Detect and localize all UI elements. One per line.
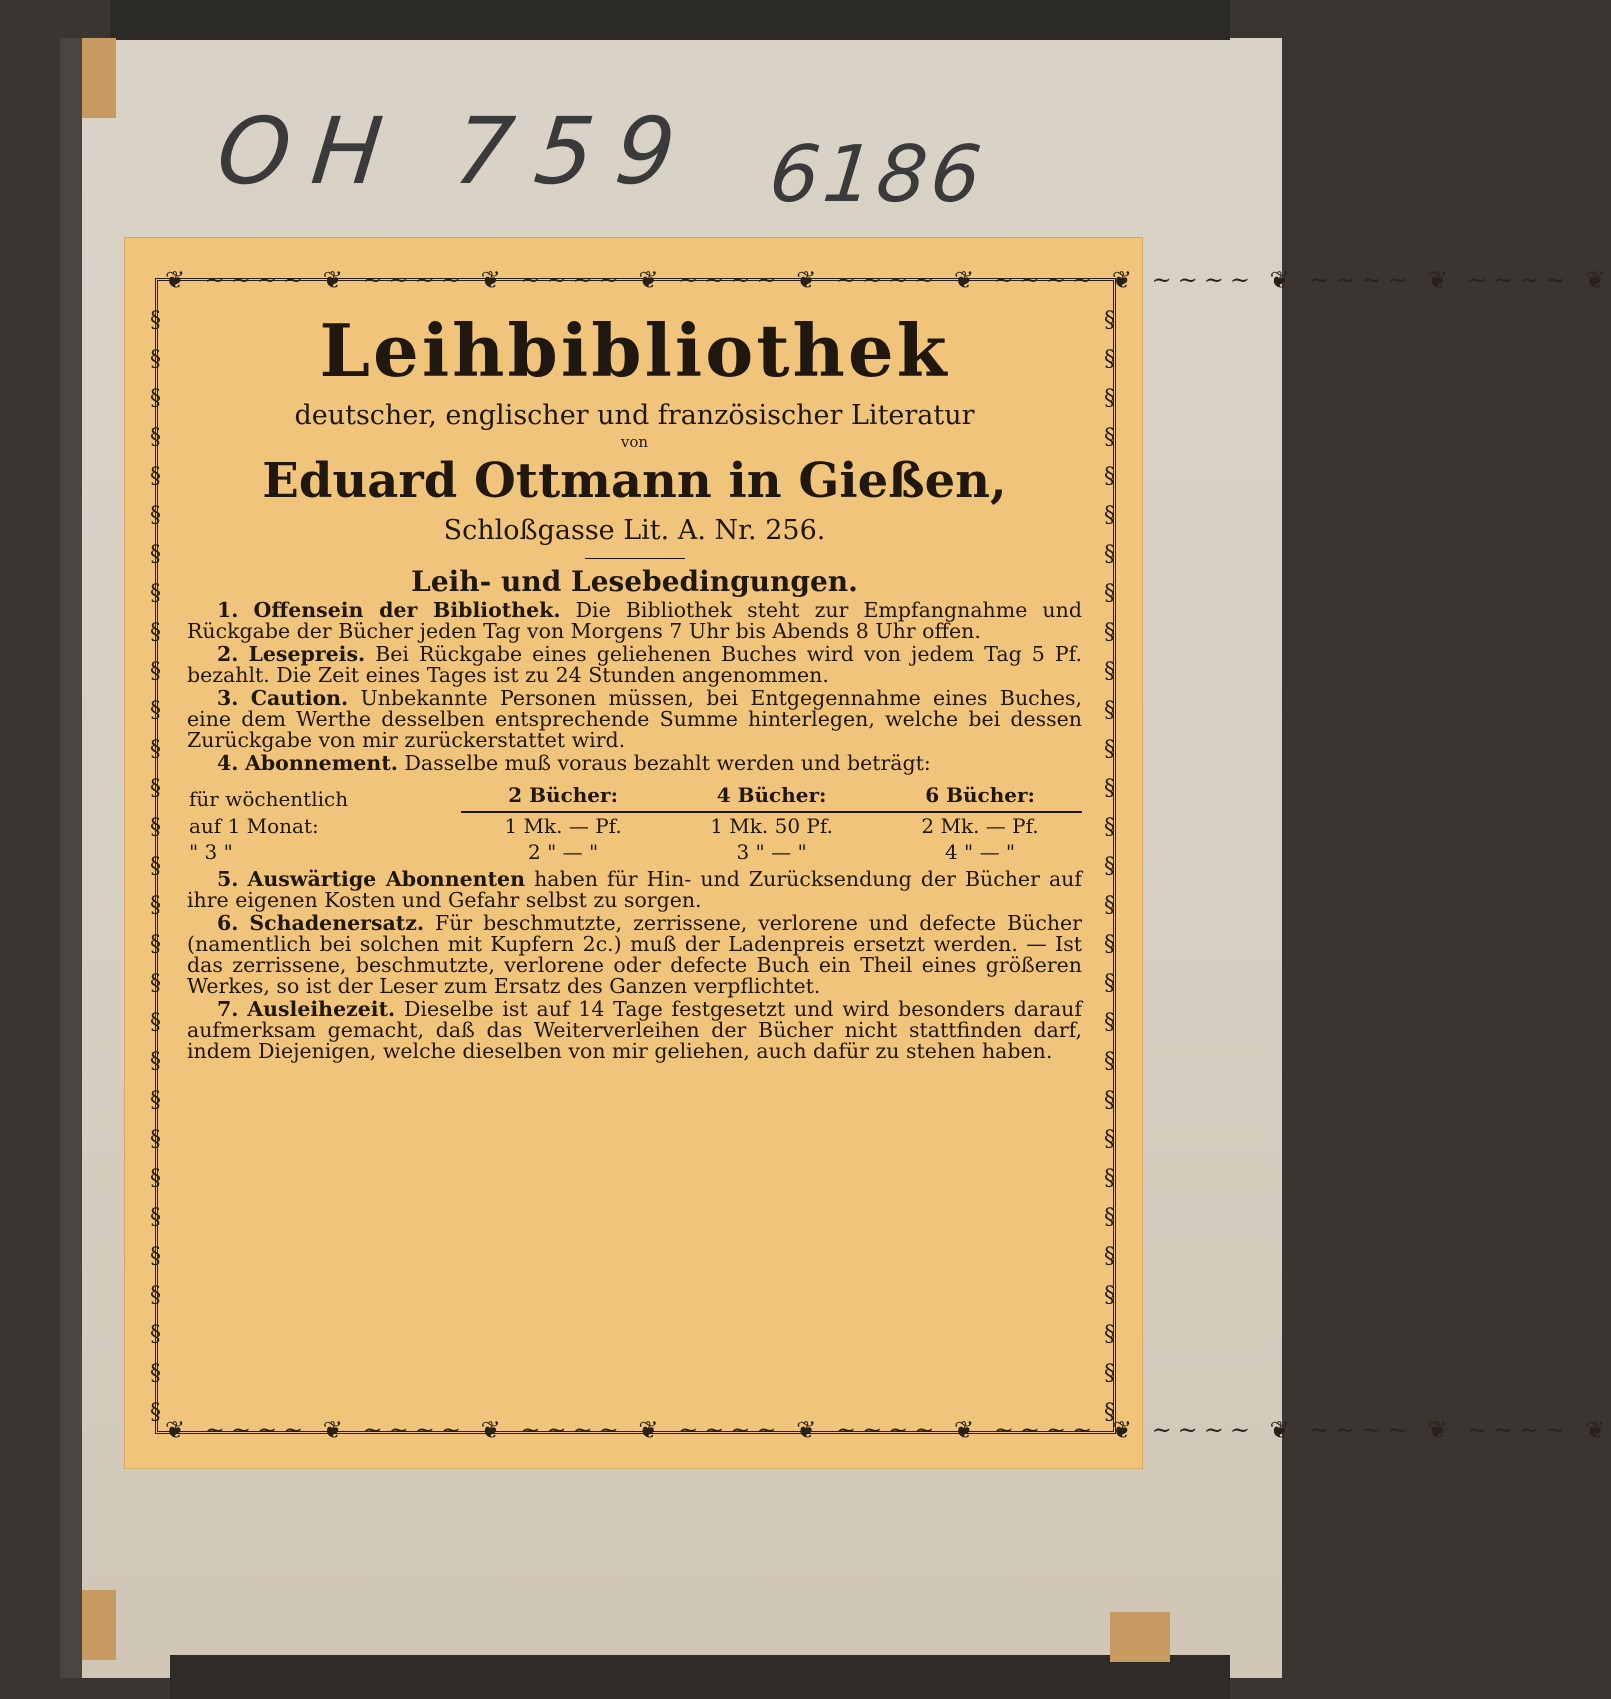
label-subtitle: deutscher, englischer und französischer Literatur (294, 400, 975, 431)
ornament-bottom: ❦ ~~~~ ❦ ~~~~ ❦ ~~~~ ❦ ~~~~ ❦ ~~~~ ❦ ~~~~ ❦ ~~~~ ❦ ~~~~ ❦ ~~~~ ❦ (165, 1416, 1611, 1444)
owner-name: Eduard Ottmann in Gießen, (262, 453, 1007, 509)
corner-leather (82, 1590, 116, 1660)
shelfmark-handwriting: OH 759 (212, 98, 703, 205)
price-col-header: 2 Bücher: (461, 782, 665, 812)
conditions-title: Leih- und Lesebedingungen. (411, 565, 858, 598)
price-row-header: für wöchentlich (189, 787, 349, 811)
corner-leather (82, 38, 116, 118)
label-von: von (620, 433, 649, 451)
ornament-top: ❦ ~~~~ ❦ ~~~~ ❦ ~~~~ ❦ ~~~~ ❦ ~~~~ ❦ ~~~~ ❦ ~~~~ ❦ ~~~~ ❦ ~~~~ ❦ (165, 266, 1611, 294)
condition-section: 6. Schadenersatz. Für beschmutzte, zerrissene, verlorene und defecte Bücher (namentlich bei solchen mit Kupfern 2c.) muß der Ladenpreis ersetzt werden. — Ist das zerrissene, beschmutzte, verlorene oder defecte Buch ein Theil eines größeren Werkes, so ist der Leser zum Ersatz des Ganzen verpflichtet. (187, 911, 1082, 998)
condition-section: 7. Ausleihezeit. Dieselbe ist auf 14 Tage festgesetzt und wird besonders darauf aufmerksam gemacht, daß das Weiterverleihen der Bücher nicht stattfinden darf, indem Diejenigen, welche dieselben von mir geliehen, auch dafür zu stehen haben. (187, 997, 1082, 1063)
price-col-header: 6 Bücher: (878, 782, 1082, 812)
condition-section: 3. Caution. Unbekannte Personen müssen, bei Entgegennahme eines Buches, eine dem Werthe desselben entsprechende Summe hinterlegen, welche bei dessen Zurückgabe von mir zurückerstattet wird. (187, 686, 1082, 752)
condition-section: 4. Abonnement. Dasselbe muß voraus bezahlt werden und beträgt: (217, 751, 931, 775)
board-top-edge (110, 0, 1230, 40)
owner-address: Schloßgasse Lit. A. Nr. 256. (443, 515, 826, 546)
price-row: auf 1 Monat: 1 Mk. — Pf. 1 Mk. 50 Pf. 2 Mk. — Pf. (189, 814, 1039, 838)
divider (585, 558, 685, 559)
condition-section: 2. Lesepreis. Bei Rückgabe eines geliehenen Buches wird von jedem Tag 5 Pf. bezahlt. Die Zeit eines Tages ist zu 24 Stunden angenommen. (187, 642, 1082, 687)
ornament-left: §§§§§§§§§§§§§§§§§§§§§§§§§§§§§ (143, 308, 168, 1439)
condition-section: 1. Offensein der Bibliothek. Die Bibliothek steht zur Empfangnahme und Rückgabe der Bücher jeden Tag von Morgens 7 Uhr bis Abends 8 Uhr offen. (187, 598, 1082, 643)
corner-leather (1110, 1612, 1170, 1662)
ornament-right: §§§§§§§§§§§§§§§§§§§§§§§§§§§§§ (1097, 308, 1122, 1439)
label-title: Leihbibliothek (319, 308, 950, 393)
library-label (125, 238, 1611, 1468)
price-table (187, 782, 1082, 865)
price-row: " 3 " 2 " — " 3 " — " 4 " — " (189, 840, 1016, 864)
number-handwriting: 6186 (765, 130, 990, 220)
condition-section: 5. Auswärtige Abonnenten haben für Hin- und Zurücksendung der Bücher auf ihre eigenen Kosten und Gefahr selbst zu sorgen. (187, 867, 1082, 912)
price-col-header: 4 Bücher: (665, 782, 878, 812)
label-content (187, 308, 1082, 1062)
board-bottom-edge (170, 1655, 1230, 1699)
